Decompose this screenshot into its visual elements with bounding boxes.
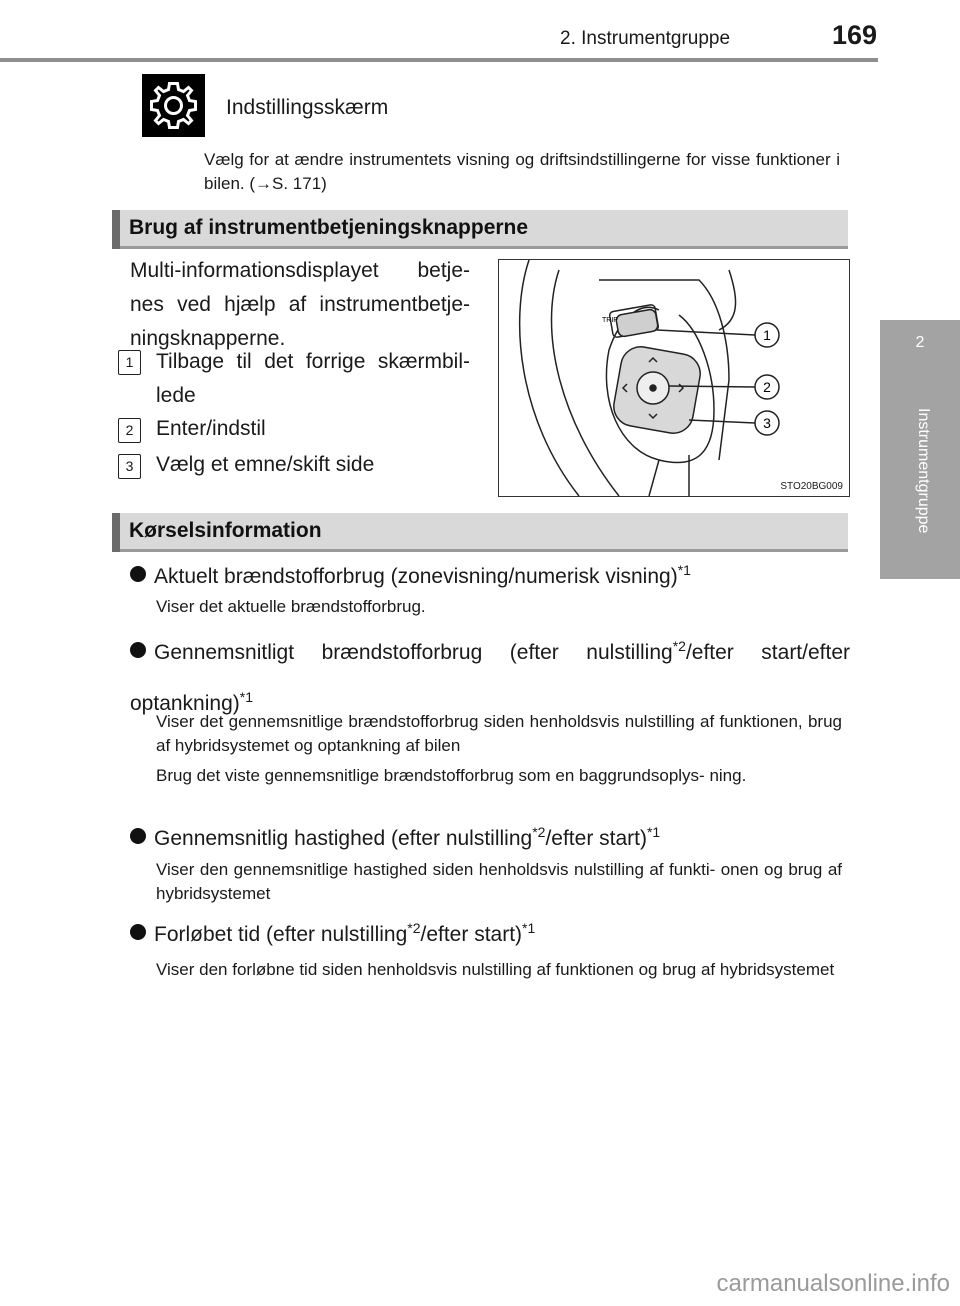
- callout-number: 1: [763, 327, 771, 343]
- footnote-ref: *1: [646, 824, 661, 840]
- section-heading-text: Brug af instrumentbetjeningsknapperne: [129, 216, 529, 239]
- page-number: 169: [832, 20, 878, 50]
- section-heading-text: Kørselsinformation: [129, 519, 322, 542]
- item-text: Tilbage til det forrige skærmbil- lede: [156, 350, 470, 407]
- bullet-text: /efter start): [545, 827, 647, 850]
- bullet-description: Viser det gennemsnitlige brændstofforbrug siden henholdsvis nulstilling af funktionen, brug af hybridsystemet og optankning af bilen: [156, 712, 842, 755]
- callout-number: 2: [763, 379, 771, 395]
- bullet-text: Aktuelt brændstofforbrug (zonevisning/numerisk visning): [154, 565, 678, 588]
- gear-icon: [142, 74, 205, 137]
- bullet-description: Brug det viste gennemsnitlige brændstofforbrug som en baggrundsoplys- ning.: [156, 766, 747, 785]
- header-rule: [0, 58, 878, 62]
- chapter-label-wrap: [880, 398, 960, 598]
- bullet-dot: [130, 828, 146, 844]
- figure-code: STO20BG009: [780, 481, 843, 492]
- section-heading-buttons: [112, 210, 848, 249]
- bullet-text: Gennemsnitligt brændstofforbrug (efter nulstilling: [154, 641, 673, 664]
- bullet-item: [130, 552, 850, 595]
- bullet-text: Forløbet tid (efter nulstilling: [154, 923, 408, 946]
- intro-paragraph: Multi-informationsdisplayet betje- nes ved hjælp af instrumentbetje- ningsknapperne.: [130, 259, 470, 350]
- footnote-ref: *2: [407, 920, 421, 936]
- bullet-dot: [130, 924, 146, 940]
- section-heading-driving-info: [112, 513, 848, 552]
- bullet-text: /efter start): [420, 923, 523, 946]
- chapter-number: 2: [915, 334, 925, 351]
- footnote-ref: *1: [677, 562, 691, 578]
- item-number: 2: [118, 418, 141, 443]
- bullet-description: Viser det aktuelle brændstofforbrug.: [156, 597, 426, 616]
- settings-title: Indstillingsskærm: [226, 96, 389, 119]
- footnote-ref: *2: [672, 638, 686, 654]
- bullet-description: Viser den forløbne tid siden henholdsvis nulstilling af funktionen og brug af hybridsystemet: [156, 960, 835, 979]
- footnote-ref: *1: [239, 689, 253, 705]
- bullet-text: /efter start/efter optankning): [130, 641, 850, 715]
- bullet-text: Gennemsnitlig hastighed (efter nulstilling: [154, 827, 533, 850]
- chapter-label: Instrumentgruppe: [915, 408, 932, 534]
- running-header: 2. Instrumentgruppe: [560, 28, 731, 49]
- trip-label: TRIP: [602, 317, 618, 324]
- item-text: Enter/indstil: [156, 417, 266, 440]
- bullet-item: [130, 910, 850, 953]
- bullet-description: Viser den gennemsnitlige hastighed siden henholdsvis nulstilling af funkti- onen og brug af hybridsystemet: [156, 860, 842, 903]
- callout-number: 3: [763, 415, 771, 431]
- steering-switch-figure: [498, 259, 850, 497]
- footnote-ref: *2: [532, 824, 546, 840]
- watermark: carmanualsonline.info: [716, 1270, 950, 1297]
- bullet-dot: [130, 566, 146, 582]
- item-number: 1: [118, 350, 141, 375]
- item-number: 3: [118, 454, 141, 479]
- steering-switch-illustration: [499, 260, 849, 496]
- item-text: Vælg et emne/skift side: [156, 453, 375, 476]
- bullet-dot: [130, 642, 146, 658]
- bullet-item: [130, 814, 850, 857]
- footnote-ref: *1: [522, 920, 536, 936]
- settings-description: Vælg for at ændre instrumentets visning og driftsindstillingerne for visse funktioner i bilen. (→S. 171): [204, 150, 840, 193]
